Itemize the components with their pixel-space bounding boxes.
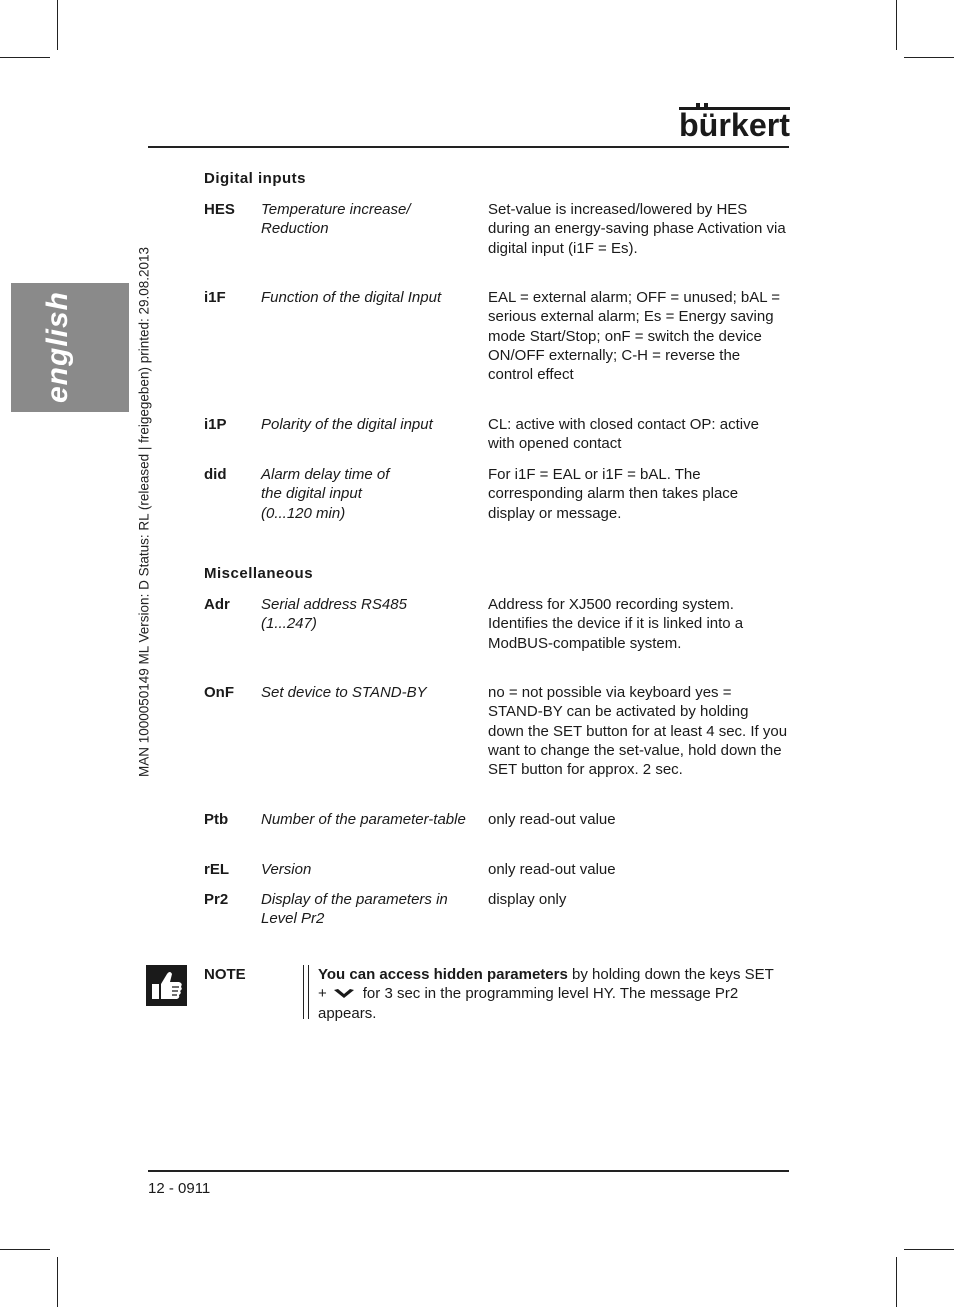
param-description: Address for XJ500 recording system. Identifies the device if it is linked into a ModBUS-compatible system. xyxy=(488,596,744,652)
param-code: did xyxy=(204,466,227,483)
note-text-before-key: by holding down the keys SET + xyxy=(318,966,774,1003)
crop-mark xyxy=(0,1249,50,1250)
note-text-after-key: for 3 sec in the programming level HY. The message Pr2 appears. xyxy=(318,985,739,1022)
crop-mark xyxy=(904,57,954,58)
param-code: Ptb xyxy=(204,811,229,828)
param-name: Display of the parameters in Level Pr2 xyxy=(261,891,448,928)
param-code: rEL xyxy=(204,861,230,878)
language-tab-label: english xyxy=(41,290,74,404)
document-meta: MAN 1000050149 ML Version: D Status: RL (released | freigegeben) printed: 29.08.2013 xyxy=(136,246,152,778)
param-description: only read-out value xyxy=(488,861,616,878)
param-name: Version xyxy=(261,861,312,878)
thumbs-up-icon xyxy=(146,965,187,1006)
down-arrow-key-icon xyxy=(333,988,355,1000)
param-description: no = not possible via keyboard yes = STAND-BY can be activated by holding down the SET button for at least 4 sec. If you want to change the set-value, hold down the SET button for approx. 2 sec. xyxy=(488,684,788,779)
param-name: Serial address RS485 (1...247) xyxy=(261,596,407,633)
note-label: NOTE xyxy=(204,966,246,983)
section-title-digital-inputs: Digital inputs xyxy=(204,170,306,187)
note-text xyxy=(318,965,778,1023)
crop-mark xyxy=(904,1249,954,1250)
crop-mark xyxy=(896,0,897,50)
param-code: i1P xyxy=(204,416,227,433)
param-name: Temperature increase/ Reduction xyxy=(261,201,411,238)
param-name: Polarity of the digital input xyxy=(261,416,433,433)
note-divider xyxy=(308,965,309,1019)
section-title-miscellaneous: Miscellaneous xyxy=(204,565,314,582)
param-description: For i1F = EAL or i1F = bAL. The corresponding alarm then takes place display or message. xyxy=(488,466,739,522)
param-name: Function of the digital Input xyxy=(261,289,442,306)
note-emphasis: You can access hidden parameters xyxy=(318,966,568,983)
note-divider xyxy=(303,965,304,1019)
crop-mark xyxy=(57,1257,58,1307)
param-name: Number of the parameter-table xyxy=(261,811,466,828)
param-description: Set-value is increased/lowered by HES during an energy-saving phase Activation via digital input (i1F = Es). xyxy=(488,201,786,257)
footer-rule xyxy=(148,1170,789,1172)
param-description: EAL = external alarm; OFF = unused; bAL = serious external alarm; Es = Energy saving mode Start/Stop; onF = switch the device ON/OFF externally; C-H = reverse the control effect xyxy=(488,289,780,384)
brand-logo-text: bürkert xyxy=(679,107,790,139)
crop-mark xyxy=(896,1257,897,1307)
crop-mark xyxy=(0,57,50,58)
page-number: 12 - 0911 xyxy=(148,1180,211,1197)
param-code: OnF xyxy=(204,684,234,701)
burkert-logo xyxy=(679,103,790,139)
param-description: only read-out value xyxy=(488,811,616,828)
crop-mark xyxy=(57,0,58,50)
param-description: CL: active with closed contact OP: active with opened contact xyxy=(488,416,759,453)
param-code: Adr xyxy=(204,596,230,613)
param-code: Pr2 xyxy=(204,891,229,908)
header-rule xyxy=(148,146,789,148)
param-name: Alarm delay time of the digital input (0...120 min) xyxy=(261,466,390,522)
param-code: i1F xyxy=(204,289,226,306)
param-description: display only xyxy=(488,891,567,908)
param-code: HES xyxy=(204,201,235,218)
param-name: Set device to STAND-BY xyxy=(261,684,427,701)
